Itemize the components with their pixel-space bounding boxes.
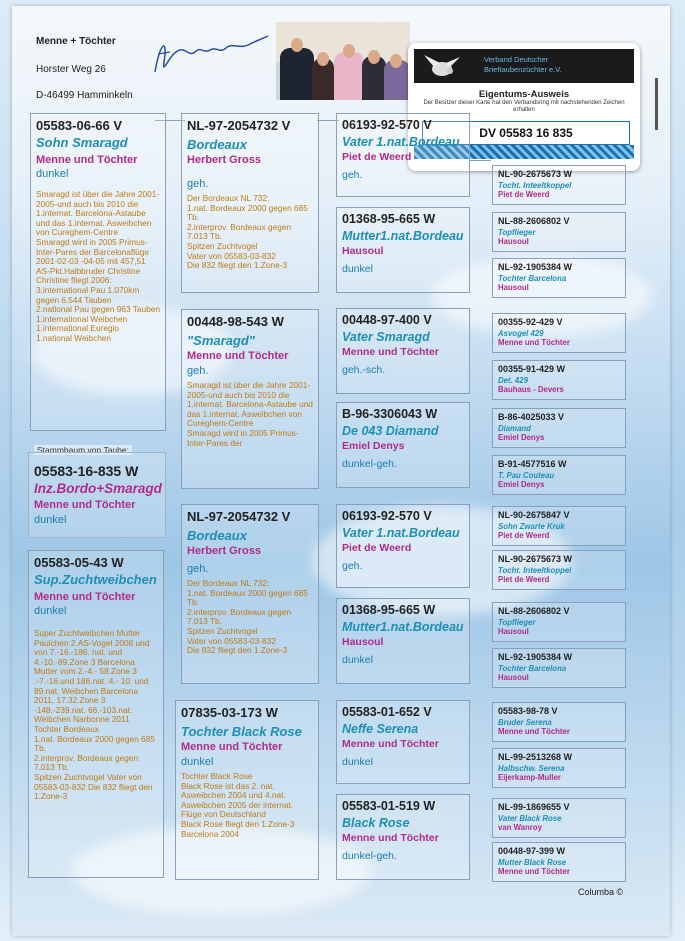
gen4-ring: B-91-4577516 W [498, 459, 567, 469]
gen3-ring: 05583-01-519 W [342, 799, 436, 813]
gen4-name: T. Pau Couteau [498, 471, 555, 480]
gen2-ring: 07835-03-173 W [181, 705, 278, 720]
gen2-description: Der Bordeaux NL 732: 1.nat. Bordeaux 2000 gegen 685 Tb. 2.interprov. Bordeaux gegen 7.013 Tb. Spitzen Zuchtvogel Vater von 05583-03-832 Die 832 fliegt den 1.Zone-3 [187, 193, 308, 271]
dam-name: Sup.Zuchtweibchen [34, 572, 157, 587]
gen3-color: dunkel [342, 263, 373, 275]
gen2-color: geh. [187, 178, 209, 190]
dam-ring: 05583-05-43 W [34, 555, 124, 570]
main-color: dunkel [34, 514, 67, 526]
gen2-box-2[interactable] [181, 309, 319, 489]
gen4-box-3[interactable] [492, 212, 626, 252]
gen2-description: Der Bordeaux NL 732: 1.nat. Bordeaux 2000 gegen 685 Tb. 2.interprov. Bordeaux gegen 7.013 Tb. Spitzen Zuchtvogel Vater von 05583-03-832 Die 832 fliegt den 1.Zone-3 [187, 578, 308, 656]
footer-credit: Columba © [578, 887, 624, 897]
dam-breeder: Menne und Töchter [34, 591, 136, 603]
gen4-ring: NL-90-2675673 W [498, 169, 573, 179]
gen2-box-3[interactable] [181, 504, 319, 684]
gen4-ring: NL-99-1869655 V [498, 802, 570, 812]
sire-box[interactable] [30, 113, 166, 431]
gen3-breeder: Menne und Töchter [342, 738, 439, 750]
gen4-name: Vater Black Rose [498, 814, 562, 823]
sire-color: dunkel [36, 168, 69, 180]
gen4-ring: 00355-91-429 W [498, 364, 566, 374]
gen2-ring: 00448-98-543 W [187, 314, 284, 329]
signature [150, 32, 270, 82]
gen2-box-1[interactable] [181, 113, 319, 293]
gen4-box-11[interactable] [492, 602, 626, 642]
owner-city: D-46499 Hamminkeln [36, 90, 133, 101]
gen3-box-6[interactable] [336, 598, 470, 684]
pigeon-logo-icon [422, 51, 462, 81]
gen3-name: Mutter1.nat.Bordeau [342, 620, 464, 634]
gen4-box-10[interactable] [492, 550, 626, 590]
gen4-breeder: Hausoul [498, 627, 529, 636]
gen3-name: Vater 1.nat.Bordeau [342, 135, 460, 149]
gen4-breeder: Hausoul [498, 237, 529, 246]
gen3-ring: 01368-95-665 W [342, 212, 436, 226]
gen3-breeder: Hausoul [342, 636, 384, 648]
gen2-name: Bordeaux [187, 137, 247, 152]
gen4-breeder: Hausoul [498, 283, 529, 292]
gen3-name: Neffe Serena [342, 722, 419, 736]
main-ring: 05583-16-835 W [34, 463, 139, 479]
gen3-color: geh. [342, 169, 363, 181]
gen2-color: geh. [187, 365, 209, 377]
sire-breeder: Menne und Töchter [36, 154, 138, 166]
sire-description: Smaragd ist über die Jahre 2001- 2005-und auch bis 2010 die 1.internat. Barcelona-Astaube und das 1.internat. Asweibchen von Cureghem-Centre Smaragd wird in 2005 Primus-Inter-Pares der Barcelonaflüge 2001-02-03 -04-05 mit 457,51 AS-Pkt.Halbbruder Christine Christine fliegt 2006: 3.international Pau 1.070km gegen 6.544 Tauben 2.national Pau gegen 963 Tauben 1.international Weibchen 1.international Euregio 1.national Weibchen [36, 189, 160, 343]
gen4-breeder: Eijerkamp-Muller [498, 773, 561, 782]
gen2-box-4[interactable] [175, 700, 319, 880]
gen4-box-13[interactable] [492, 702, 626, 742]
gen3-box-2[interactable] [336, 207, 470, 293]
gen2-description: Smaragd ist über die Jahre 2001- 2005-und auch bis 2010 die 1.internat. Barcelona-Astaube und das 1.internat. Asweibchen von Cureghem-Centre Smaragd wird in 2005 Primus-Inter-Pares der [187, 380, 313, 448]
gen4-ring: NL-90-2675847 V [498, 510, 570, 520]
gen4-name: Asvogel 429 [498, 329, 544, 338]
gen2-color: geh. [187, 563, 209, 575]
page-edge-mark [655, 78, 658, 130]
pedigree-label: Stammbaum von Taube: [34, 445, 132, 455]
gen4-breeder: van Wanroy [498, 823, 542, 832]
gen3-ring: 06193-92-570 V [342, 118, 432, 132]
gen4-breeder: Hausoul [498, 673, 529, 682]
gen4-breeder: Emiel Denys [498, 433, 545, 442]
gen3-name: Black Rose [342, 816, 410, 830]
gen4-name: Det. 429 [498, 376, 528, 385]
gen4-name: Diamand [498, 424, 531, 433]
gen2-name: Tochter Black Rose [181, 724, 302, 739]
sire-name: Sohn Smaragd [36, 135, 128, 150]
gen3-breeder: Emiel Denys [342, 440, 405, 452]
gen4-box-14[interactable] [492, 748, 626, 788]
gen4-ring: NL-90-2675673 W [498, 554, 573, 564]
main-name: Inz.Bordo+Smaragd [34, 481, 162, 496]
card-subtitle: Der Besitzer dieser Karte hat den Verbandsring mit nachstehenden Zeichen erhalten [423, 100, 625, 113]
gen4-breeder: Bauhaus - Devers [498, 385, 564, 394]
gen3-ring: 01368-95-665 W [342, 603, 436, 617]
gen4-box-2[interactable] [492, 165, 626, 205]
gen4-name: Tochter Barcelona [498, 274, 567, 283]
sire-ring: 05583-06-66 V [36, 118, 123, 133]
dam-color: dunkel [34, 605, 67, 617]
family-photo [276, 22, 410, 100]
gen4-box-15[interactable] [492, 798, 626, 838]
gen3-breeder: Menne und Töchter [342, 346, 439, 358]
gen4-breeder: Piet de Weerd [498, 190, 550, 199]
gen3-ring: B-96-3306043 W [342, 407, 438, 421]
main-breeder: Menne und Töchter [34, 499, 136, 511]
gen4-name: Topflieger [498, 618, 536, 627]
gen4-box-6[interactable] [492, 360, 626, 400]
main-pigeon-box[interactable] [28, 452, 166, 538]
gen2-color: dunkel [181, 756, 214, 768]
gen3-color: dunkel [342, 756, 373, 768]
dam-description: Super Zuchtweibchen Mutter Paulchen 2.AS-Vogel 2008 und von 7.-16.-186. nat. und 4.-10.-89.Zone 3 Barcelona Mutter vom 2.-4.- 58.Zone 3 .-7.-16.und 186.nat. 4.- 10. und 89.nat. Weibchen Barcelona 2011, 17.32.Zone 3 -148.-239.nat. 66.-103.nat. Weibchen Narbonne 2011 Tochter Bordeaux 1.nat. Bordeaux 2000 gegen 685 Tb. 2.interprov. Bordeaux gegen 7.013 Tb. Spitzen Zuchtvogel Vater von 05583-03-832 Die 832 fliegt den 1.Zone-3 [34, 628, 155, 802]
gen2-breeder: Herbert Gross [187, 545, 261, 557]
gen2-description: Tochter Black Rose Black Rose ist das 2. nat. Asweibchen 2004 und 4.nat. Asweibchen 2005 der internat. Flüge von Deutschland Black Rose fliegt den 1.Zone-3 Barcelona 2004 [181, 771, 295, 839]
card-org-line1: Verband Deutscher [484, 55, 549, 64]
gen4-box-5[interactable] [492, 313, 626, 353]
gen4-ring: NL-92-1905384 W [498, 262, 573, 272]
gen3-box-1[interactable] [336, 113, 470, 197]
gen4-ring: 00448-97-399 W [498, 846, 566, 856]
dam-box[interactable] [28, 550, 164, 878]
gen4-box-9[interactable] [492, 506, 626, 546]
gen3-ring: 00448-97-400 V [342, 313, 432, 327]
gen4-breeder: Piet de Weerd [498, 531, 550, 540]
gen3-color: dunkel-geh. [342, 458, 397, 470]
gen3-name: Mutter1.nat.Bordeau [342, 229, 464, 243]
gen4-ring: NL-88-2606802 V [498, 606, 570, 616]
gen2-ring: NL-97-2054732 V [187, 118, 291, 133]
card-org-line2: Brieftaubenzüchter e.V. [484, 65, 562, 74]
gen4-breeder: Menne und Töchter [498, 727, 570, 736]
card-title: Eigentums-Ausweis [478, 89, 570, 100]
gen4-ring: NL-92-1905384 W [498, 652, 573, 662]
gen3-breeder: Menne und Töchter [342, 832, 439, 844]
gen3-box-5[interactable] [336, 504, 470, 588]
gen4-name: Bruder Serena [498, 718, 552, 727]
card-header [414, 49, 634, 83]
gen4-ring: B-86-4025033 V [498, 412, 565, 422]
gen4-box-4[interactable] [492, 258, 626, 298]
gen4-name: Sohn Zwarte Kruk [498, 522, 565, 531]
gen2-name: Bordeaux [187, 528, 247, 543]
gen4-box-12[interactable] [492, 648, 626, 688]
gen3-breeder: Hausoul [342, 245, 384, 257]
gen4-name: Tocht. Inteeltkoppel [498, 181, 572, 190]
gen4-breeder: Piet de Weerd [498, 575, 550, 584]
gen4-name: Topflieger [498, 228, 536, 237]
gen4-name: Halbschw. Serena [498, 764, 565, 773]
gen4-box-7[interactable] [492, 408, 626, 448]
gen2-breeder: Menne und Töchter [181, 741, 283, 753]
gen3-name: De 043 Diamand [342, 424, 439, 438]
card-ring-number: DV 05583 16 835 [422, 121, 630, 145]
gen3-name: Vater Smaragd [342, 330, 430, 344]
gen4-ring: NL-99-2513268 W [498, 752, 573, 762]
gen4-ring: 00355-92-429 V [498, 317, 563, 327]
gen3-color: dunkel-geh. [342, 850, 397, 862]
gen3-box-8[interactable] [336, 794, 470, 880]
gen3-name: Vater 1.nat.Bordeau [342, 526, 460, 540]
gen4-breeder: Menne und Töchter [498, 867, 570, 876]
gen3-breeder: Piet de Weerd [342, 151, 412, 163]
gen4-ring: NL-88-2606802 V [498, 216, 570, 226]
gen3-breeder: Piet de Weerd [342, 542, 412, 554]
gen2-ring: NL-97-2054732 V [187, 509, 291, 524]
gen3-color: geh. [342, 560, 363, 572]
gen4-name: Tocht. Inteeltkoppel [498, 566, 572, 575]
gen3-box-4[interactable] [336, 402, 470, 488]
gen4-name: Tochter Barcelona [498, 664, 567, 673]
gen4-name: Mutter Black Rose [498, 858, 567, 867]
gen3-ring: 06193-92-570 V [342, 509, 432, 523]
connector [469, 160, 491, 161]
gen3-color: dunkel [342, 654, 373, 666]
gen4-breeder: Emiel Denys [498, 480, 545, 489]
gen3-ring: 05583-01-652 V [342, 705, 432, 719]
owner-name: Menne + Töchter [36, 36, 116, 47]
gen4-box-16[interactable] [492, 842, 626, 882]
gen3-box-7[interactable] [336, 700, 470, 784]
gen2-breeder: Herbert Gross [187, 154, 261, 166]
gen3-box-3[interactable] [336, 308, 470, 394]
gen3-color: geh.-sch. [342, 364, 386, 376]
gen4-ring: 05583-98-78 V [498, 706, 558, 716]
gen4-breeder: Menne und Töchter [498, 338, 570, 347]
gen2-name: "Smaragd" [187, 333, 255, 348]
owner-street: Horster Weg 26 [36, 64, 106, 75]
gen4-box-8[interactable] [492, 455, 626, 495]
gen2-breeder: Menne und Töchter [187, 350, 289, 362]
